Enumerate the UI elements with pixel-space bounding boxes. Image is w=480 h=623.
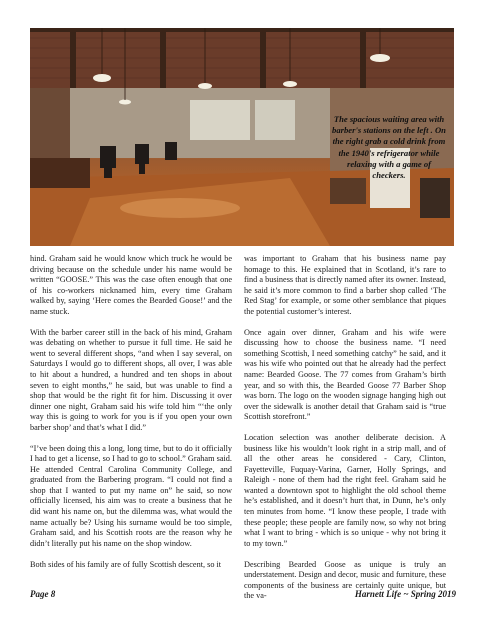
paragraph: “I’ve been doing this a long, long time, but to do it officially I had to get a license, so I had to go to school.” Graham said. He attended Central Carolina Community College, and graduated from the Barbering program. “I could not find a shop that I wanted to put my name on” he said, so now officially licensed, his aim was to create a business that he did want his name on, but the dilemma was, what would the name actually be? Using his surname would be too simple, Graham said, and his Scottish roots are the reason why he didn’t literally put his name on the shop window.: [30, 443, 232, 548]
paragraph: Both sides of his family are of fully Scottish descent, so it: [30, 559, 222, 569]
publication-footer: Harnett Life ~ Spring 2019: [354, 589, 456, 599]
paragraph: Location selection was another deliberate decision. A business like his wouldn’t look right in a strip mall, and of all the other areas he considered - Cary, Clinton, Fayetteville, Fuquay-Varina, Garner, Holly Springs, and Raleigh - none of them had the right feel. Graham said he wanted a downtown spot to highlight the old school theme he’s established, and it doesn’t hurt that, in Dunn, he’s only ten minutes from home. “I know these people, I trade with these people; these people are family now, so why not bring what I want to bring - which is so unique - why not bring it to my town.”: [244, 433, 446, 548]
barbershop-photo: [30, 28, 454, 246]
paragraph: was important to Graham that his business name pay homage to this. He explained that in Scotland, it’s rare to find a business that is directly named after its owner. Instead, he said it’s more common to find a barber shop called ‘The Red Stag’ for example, or some other semblance that piques the potential customer’s interest.: [244, 254, 446, 316]
paragraph: With the barber career still in the back of his mind, Graham was debating on whether to pursue it full time. He said he went to several different shops, “and when I say several, on Saturdays I would go to different shops, all over, I was able to hit about a hundred, a hundred and ten shops in about seven to eight months,” he said, but was unable to find a shop that would be the right fit for him. Discussing it over dinner one night, Graham said his wife told him “‘the only way this is going to work for you is if you open your own barber shop’ and that’s what I did.”: [30, 327, 232, 432]
paragraph: Once again over dinner, Graham and his wife were discussing how to choose the business name. “I need something Scottish, I need something catchy” he said, and it was his wife who pointed out that he already had the perfect name: Bearded Goose. The 77 comes from Graham’s birth year, and so with this, the Bearded Goose 77 Barber Shop was born. The logo on the wooden signage hanging high out over the sidewalk is another detail that Graham said is “true Scottish storefront.”: [244, 327, 446, 422]
paragraph: Describing Bearded Goose as unique is truly an understatement. Design and decor, music and furniture, these components of the business are certainly quite unique, but the va-: [244, 559, 446, 601]
page-number: Page 8: [30, 589, 56, 599]
article-column-right: [244, 254, 446, 612]
photo-caption: The spacious waiting area with barber's stations on the left . On the right grab a cold drink from the 1940's refrigerator while relaxing with a game of checkers.: [332, 114, 446, 181]
paragraph: hind. Graham said he would know which truck he would be driving because on the schedule under his name would be written “GOOSE.” This was the case often enough that one of his co-workers nicknamed him, every time Graham walked by, saying ‘Here comes the Bearded Goose!’ and the name stuck.: [30, 254, 232, 316]
article-column-left: [30, 254, 232, 581]
